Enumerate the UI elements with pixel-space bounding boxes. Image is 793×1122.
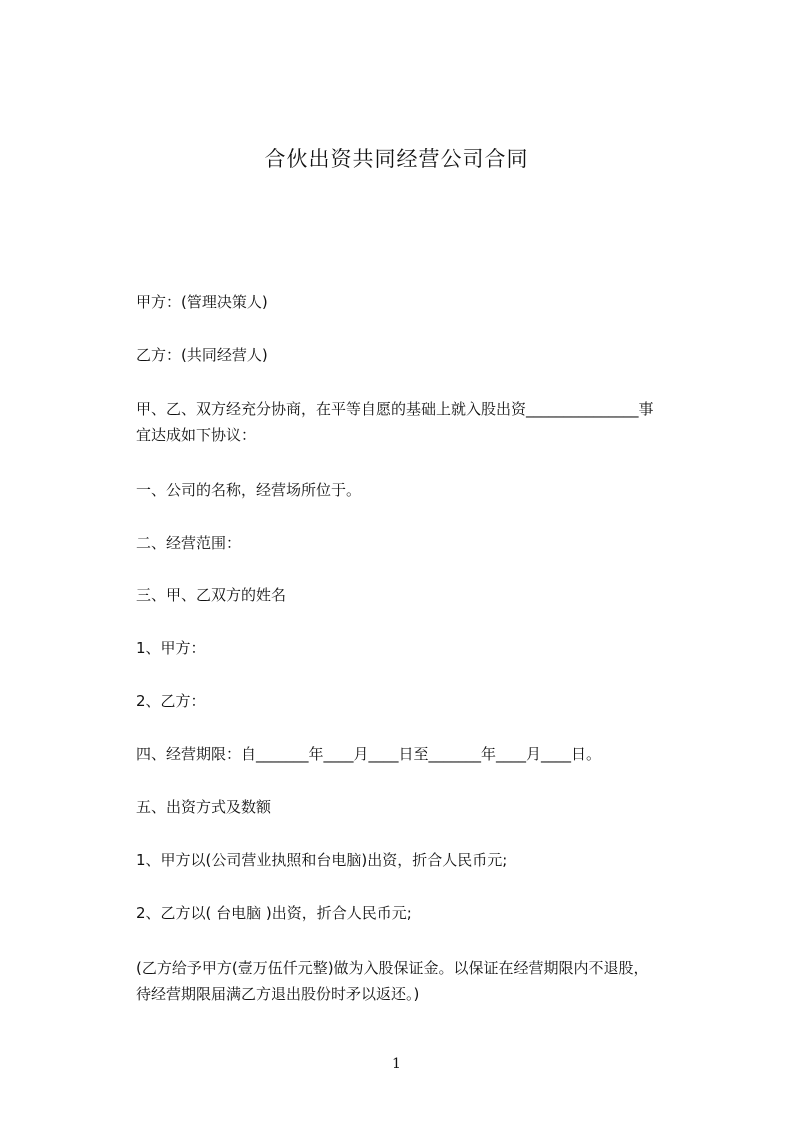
- clause-5: 五、出资方式及数额: [136, 798, 272, 816]
- clause-1: 一、公司的名称，经营场所位于。: [136, 481, 362, 499]
- clause-3-item-1: 1、甲方：: [136, 639, 206, 657]
- intro-line-1: 甲、乙、双方经充分协商，在平等自愿的基础上就入股出资_______________事: [136, 400, 654, 418]
- clause-3: 三、甲、乙双方的姓名: [136, 586, 287, 604]
- clause-2: 二、经营范围：: [136, 534, 242, 552]
- deposit-line-2: 待经营期限届满乙方退出股份时矛以返还。): [136, 985, 420, 1003]
- page-number: 1: [392, 1056, 401, 1072]
- document-title: 合伙出资共同经营公司合同: [264, 147, 529, 171]
- clause-3-item-2: 2、乙方：: [136, 692, 206, 710]
- clause-5-item-2: 2、乙方以( 台电脑 )出资，折合人民币元;: [136, 904, 412, 922]
- clause-5-item-1: 1、甲方以(公司营业执照和台电脑)出资，折合人民币元;: [136, 851, 508, 869]
- clause-4: 四、经营期限：自_______年____月____日至_______年____月____日。: [136, 745, 602, 763]
- intro-line-2: 宜达成如下协议：: [136, 426, 257, 444]
- party-a-line: 甲方：(管理决策人): [136, 293, 268, 311]
- party-b-line: 乙方：(共同经营人): [136, 346, 268, 364]
- deposit-line-1: (乙方给予甲方(壹万伍仟元整)做为入股保证金。以保证在经营期限内不退股，: [136, 959, 649, 977]
